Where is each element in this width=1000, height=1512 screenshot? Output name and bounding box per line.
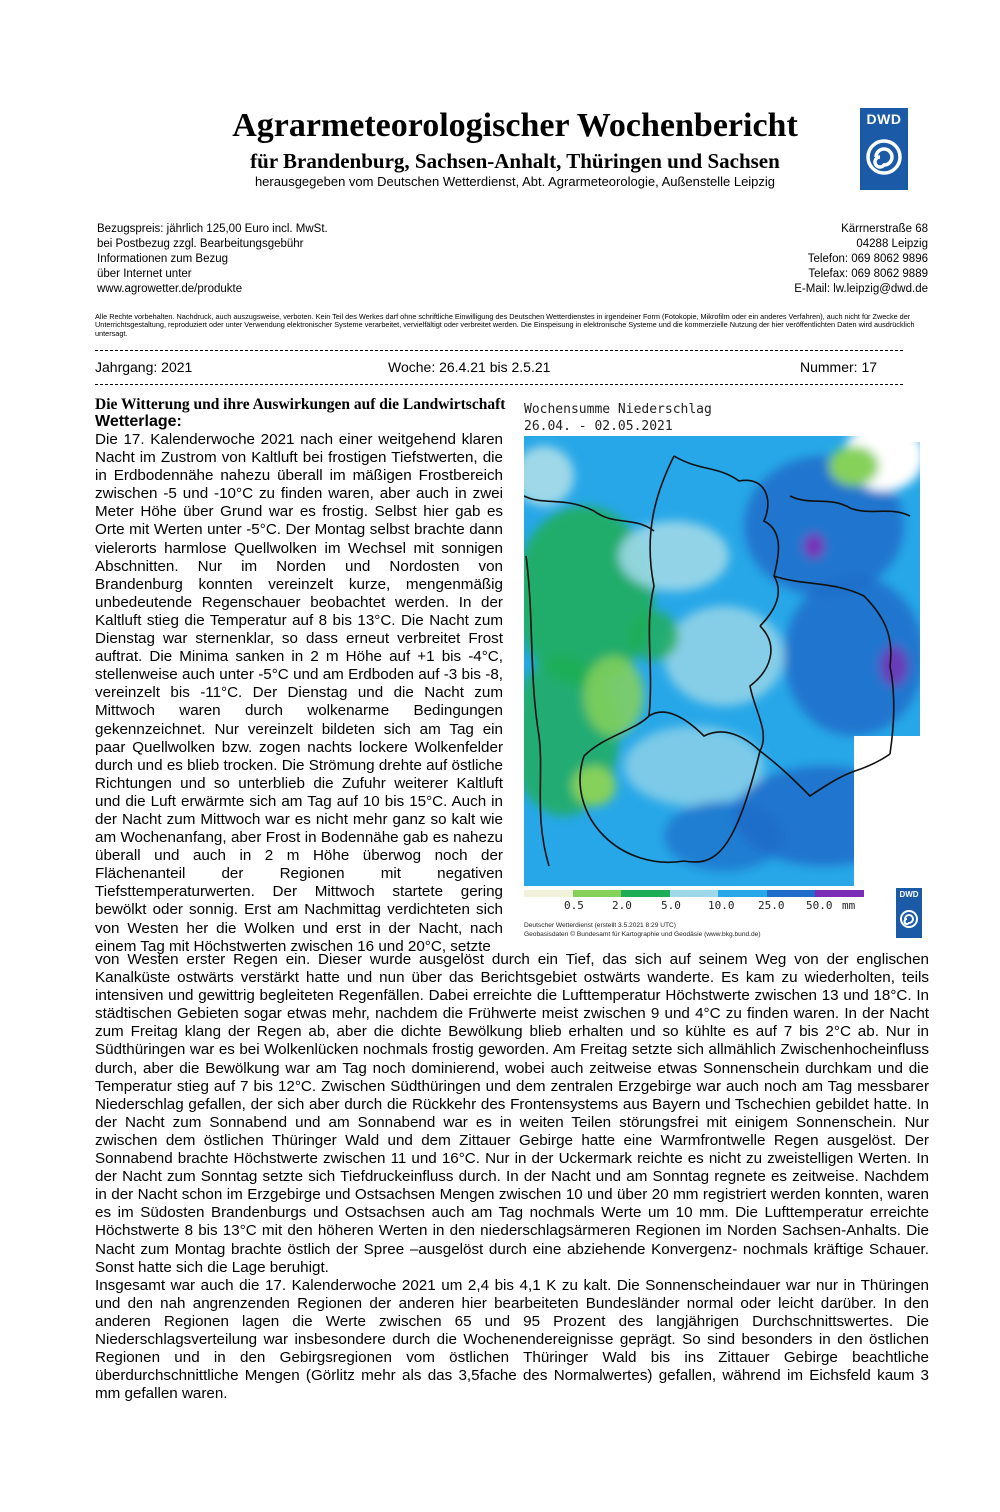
report-title: Agrarmeteorologischer Wochenbericht [232, 107, 798, 144]
dwd-swirl-icon [864, 134, 904, 180]
subscription-line: über Internet unter [97, 268, 192, 280]
subscription-line: Informationen zum Bezug [97, 253, 229, 265]
volume-year: Jahrgang: 2021 [95, 359, 193, 375]
map-date-range: 26.04. - 02.05.2021 [524, 419, 673, 434]
report-subtitle: für Brandenburg, Sachsen-Anhalt, Thüringen und Sachsen [250, 149, 780, 173]
legend-tick: 50.0 [806, 899, 833, 912]
issue-number: Nummer: 17 [800, 359, 878, 375]
legend-unit: mm [842, 899, 856, 912]
copyright-notice: Alle Rechte vorbehalten. Nachdruck, auch auszugsweise, verboten. Kein Teil des Werkes darf ohne schriftliche Einwilligung des Deutschen Wetterdienstes in irgendeiner Form (Fotokopie, Mikrofilm oder ein anderes Verfahren), auch nicht für Zwecke der Unterrichtsgestaltung, reproduziert oder unter Verwendung elektronischer Systeme verarbeitet, vervielfältigt oder verbreitet werden. Die Einspeisung in elektronische Systeme und die kommerzielle Nutzung der hier veröffentlichten Daten wird ausdrücklich untersagt. [95, 312, 915, 338]
precipitation-map [524, 436, 920, 886]
weather-summary: Insgesamt war auch die 17. Kalenderwoche 2021 um 2,4 bis 4,1 K zu kalt. Die Sonnenscheindauer war nur in Thüringen und den nah angrenzenden Regionen der anderen hier bearbeiteten Bundesländer normal oder leicht darüber. In den anderen Regionen lagen die Werte zwischen 65 und 95 Prozent des langjährigen Durchschnittswertes. Die Niederschlagsverteilung war insbesondere durch die Wochenendereignisse geprägt. So sind besonders in den östlichen Regionen und in den Gebirgsregionen vom östlichen Thüringer Wald bis ins Zittauer Gebirge beachtliche überdurchschnittliche Mengen (Görlitz mehr als das 3,5fache des Normalwertes) gefallen, während im Eichsfeld kaum 3 mm gefallen waren. [95, 1276, 929, 1403]
legend-tick: 10.0 [708, 899, 735, 912]
legend-swatch [815, 890, 864, 897]
legend-swatch [718, 890, 767, 897]
legend-swatch [621, 890, 670, 897]
legend-tick: 5.0 [661, 899, 681, 912]
contact-city: 04288 Leipzig [856, 238, 928, 250]
precip-field [524, 436, 920, 886]
legend-tick: 0.5 [564, 899, 584, 912]
contact-info [700, 222, 928, 297]
map-title: Wochensumme Niederschlag [524, 402, 712, 417]
legend-swatch [524, 890, 573, 897]
map-geodata-credit: Geobasisdaten © Bundesamt für Kartographie und Geodäsie (www.bkg.bund.de) [524, 931, 761, 938]
legend-tick: 2.0 [612, 899, 632, 912]
weather-situation-heading: Wetterlage: [95, 413, 182, 430]
week-range: Woche: 26.4.21 bis 2.5.21 [388, 359, 551, 375]
legend-swatch [767, 890, 816, 897]
contact-phone: Telefon: 069 8062 9896 [807, 253, 928, 265]
contact-street: Kärrnerstraße 68 [841, 223, 928, 235]
map-credit: Deutscher Wetterdienst (erstellt 3.5.2021 8:29 UTC) [524, 922, 676, 929]
legend-swatch [670, 890, 719, 897]
weather-text-column: Die 17. Kalenderwoche 2021 nach einer weitgehend klaren Nacht im Zustrom von Kaltluft bei frostigen Tiefstwerten, die in Erdbodennähe nahezu überall im mäßigen Frostbereich zwischen -5 und -10°C zu finden waren, aber auch in zwei Meter Höhe über Grund war es frostig. Selbst hier gab es Orte mit Werten unter -5°C. Der Montag selbst brachte dann vielerorts harmlose Quellwolken im Wechsel mit sonnigen Abschnitten. Nur im Norden und Nordosten von Brandenburg konnten vereinzelt kurze, mengenmäßig unbedeutende Regenschauer beobachtet werden. In der Kaltluft stieg die Temperatur auf 8 bis 13°C. Die Nacht zum Dienstag war sternenklar, so dass erneut verbreitet Frost auftrat. Die Minima sanken in 2 m Höhe auf +1 bis -4°C, stellenweise auch unter -5°C und am Erdboden auf -3 bis -8, vereinzelt bis -11°C. Der Dienstag und die Nacht zum Mittwoch waren durch wolkenarme Bedingungen gekennzeichnet. Nur vereinzelt bildeten sich am Tag ein paar Quellwolken bzw. zogen nachts lockere Wolkenfelder durch und es blieb trocken. Die Strömung drehte auf östliche Richtungen und so unterblieb die Zufuhr weiterer Kaltluft und die Luft erwärmte sich am Tag auf 10 bis 15°C. Auch in der Nacht zum Mittwoch war es nicht mehr ganz so kalt wie am Wochenanfang, aber Frost in Bodennähe gab es nahezu überall und auch in 2 m Höhe überwog noch der Flächenanteil der Regionen mit negativen Tiefsttemperaturwerten. Der Mittwoch startete gering bewölkt oder sonnig. Erst am Nachmittag verdichteten sich von Westen her die Wolken und erst in der Nacht, nach einem Tag mit Höchstwerten zwischen 16 und 20°C, setzte [95, 431, 503, 955]
legend-bar [524, 890, 864, 897]
publisher-line: herausgegeben vom Deutschen Wetterdienst, Abt. Agrarmeteorologie, Außenstelle Leipzig [254, 174, 776, 189]
weather-text-continued: von Westen erster Regen ein. Dieser wurde ausgelöst durch ein Tief, das sich auf seinem Weg von der englischen Kanalküste ostwärts verstärkt hatte und nun über das Berichtsgebiet ostwärts wanderte. Es kam zu wiederholten, teils intensiven und gewittrig begleiteten Regenfällen. Dabei erreichte die Lufttemperatur Höchstwerte zwischen 13 und 18°C. In städtischen Gebieten sogar etwas mehr, nachdem die Frühwerte meist zwischen 9 und 4°C zu finden waren. In der Nacht zum Freitag klang der Regen ab, aber die dichte Bewölkung blieb erhalten und so kühlte es auf 7 bis 2°C ab. Nur in Südthüringen war es bei Wolkenlücken nochmals frostig geworden. Am Freitag setzte sich allmählich Zwischenhocheinfluss durch, aber die Bewölkung war am Tag noch dominierend, wobei auch zeitweise etwas Sonnenschein durchkam und die Temperatur stieg auf 7 bis 12°C. Zwischen Südthüringen und dem zentralen Erzgebirge war auch noch am Tag messbarer Niederschlag gefallen, der sich aber durch die Rückkehr des Frontensystems aus Bayern und Tschechien gebildet hatte. In der Nacht zum Sonnabend und am Sonnabend war es in weiten Teilen störungsfrei mit einigem Sonnenschein. Nur zwischen dem östlichen Thüringer Wald und dem Zittauer Gebirge hatte eine Warmfrontwelle Regen ausgelöst. Der Sonnabend brachte Höchstwerte zwischen 11 und 16°C. Nur in der Uckermark reichte es nicht zu zweistelligen Werten. In der Nacht zum Sonntag setzte sich Tiefdruckeinfluss durch. In der Nacht und am Sonntag regnete es zeitweise. Nachdem in der Nacht schon im Erzgebirge und Ostsachsen Mengen zwischen 10 und über 20 mm registriert werden konnten, waren es im Südosten Brandenburgs und Ostsachsen auch am Tag nochmals Werte um 10 mm. Die Lufttemperatur erreichte Höchstwerte 8 bis 13°C mit den höheren Werten in den niederschlagsärmeren Regionen im Norden Sachsen-Anhalts. Die Nacht zum Montag brachte östlich der Spree –ausgelöst durch eine abziehende Konvergenz- nochmals kräftige Schauer. Sonst hatte sich die Lage beruhigt. [95, 951, 929, 1276]
website-link[interactable]: www.agrowetter.de/produkte [97, 283, 243, 295]
subscription-line: bei Postbezug zzgl. Bearbeitungsgebühr [97, 238, 304, 250]
weather-text-full [95, 951, 929, 1403]
legend-tick: 25.0 [758, 899, 785, 912]
subscription-line: Bezugspreis: jährlich 125,00 Euro incl. MwSt. [97, 223, 328, 235]
precipitation-map-figure [520, 400, 928, 945]
map-dwd-logo-text: DWD [899, 890, 919, 899]
divider-bottom [95, 384, 903, 385]
legend-swatch [573, 890, 622, 897]
contact-email[interactable]: E-Mail: lw.leipzig@dwd.de [794, 283, 928, 295]
dwd-logo-text: DWD [866, 111, 902, 127]
divider-top [95, 350, 903, 351]
dwd-logo [860, 108, 908, 190]
map-dwd-logo [896, 888, 922, 938]
section-heading: Die Witterung und ihre Auswirkungen auf die Landwirtschaft [95, 396, 506, 413]
subscription-info [97, 222, 328, 297]
contact-fax: Telefax: 069 8062 9889 [808, 268, 928, 280]
dwd-swirl-icon [899, 906, 919, 932]
